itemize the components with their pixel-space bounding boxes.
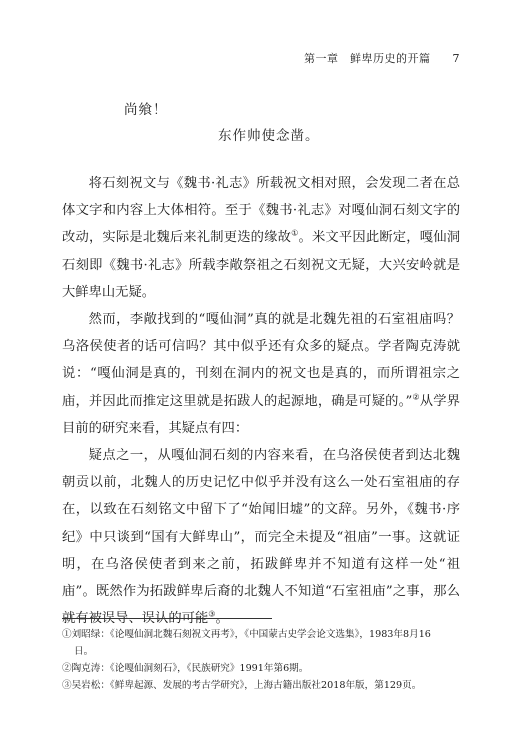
text-run: 将石刻祝文与《魏书·礼志》所载祝文相对照，会发现二者在总体文字和内容上大体相符。至于《魏书·礼志》对嘎仙洞石刻文字的改动，实际是北魏后来礼制更迭的缘故 <box>62 176 460 246</box>
footnote-3: ③吴岩松：《鲜卑起源、发展的考古学研究》，上海古籍出版社2018年版，第129页。 <box>62 680 422 691</box>
footnote-1 <box>62 626 462 660</box>
body-text <box>62 170 460 632</box>
text-run: 从学界目前的研究来看，其疑点有四： <box>62 393 461 436</box>
paragraph-1 <box>62 170 460 306</box>
footnote-divider <box>62 618 272 619</box>
verse-line-1: 尚飨！ <box>124 102 168 118</box>
paragraph-2 <box>62 306 460 442</box>
footnote-ref-1[interactable]: ① <box>291 228 299 238</box>
chapter-title: 第一章 鲜卑历史的开篇 <box>304 52 431 65</box>
paragraph-3 <box>62 442 460 632</box>
footnote-2: ②陶克涛：《论嘎仙洞刻石》，《民族研究》1991年第6期。 <box>62 663 309 674</box>
footnote-1-line-1: ①刘昭绿：《论嘎仙洞北魏石刻祝文再考》，《中国蒙古史学会论文选集》，1983年8月16 <box>62 629 431 640</box>
text-run: 疑点之一，从嘎仙洞石刻的内容来看，在乌洛侯使者到达北魏朝贡以前，北魏人的历史记忆中似乎并没有这么一处石室祖庙的存在，以致在石刻铭文中留下了“始闻旧墟”的文辞。另外，《魏书·序纪》中只谈到“国有大鲜卑山”，而完全未提及“祖庙”一事。这就证明，在乌洛侯使者到来之前，拓跋鲜卑并不知道有这样一处“祖庙”。既然作为拓跋鲜卑后裔的北魏人不知道“石室祖庙”之事，那么就有被误导、误认的可能 <box>62 448 460 627</box>
footnotes <box>62 626 462 694</box>
running-header <box>304 50 460 66</box>
text-run: 然而，李敞找到的“嘎仙洞”真的就是北魏先祖的石室祖庙吗？乌洛侯使者的话可信吗？其中似乎还有众多的疑点。学者陶克涛就说：“嘎仙洞是真的，刊刻在洞内的祝文也是真的，而所谓祖宗之庙，并因此而推定这里就是拓跋人的起源地，确是可疑的。” <box>62 312 460 409</box>
verse-line-2: 东作帅使念凿。 <box>218 128 320 144</box>
footnote-ref-3[interactable]: ③ <box>208 609 216 619</box>
footnote-1-line-2: 日。 <box>74 646 94 657</box>
footnote-ref-2[interactable]: ② <box>412 392 420 402</box>
text-run: 。米文平因此断定，嘎仙洞石刻即《魏书·礼志》所载李敞祭祖之石刻祝文无疑，大兴安岭就是大鲜卑山无疑。 <box>62 230 461 300</box>
text-run: 。 <box>215 611 229 627</box>
page-number: 7 <box>452 52 460 65</box>
